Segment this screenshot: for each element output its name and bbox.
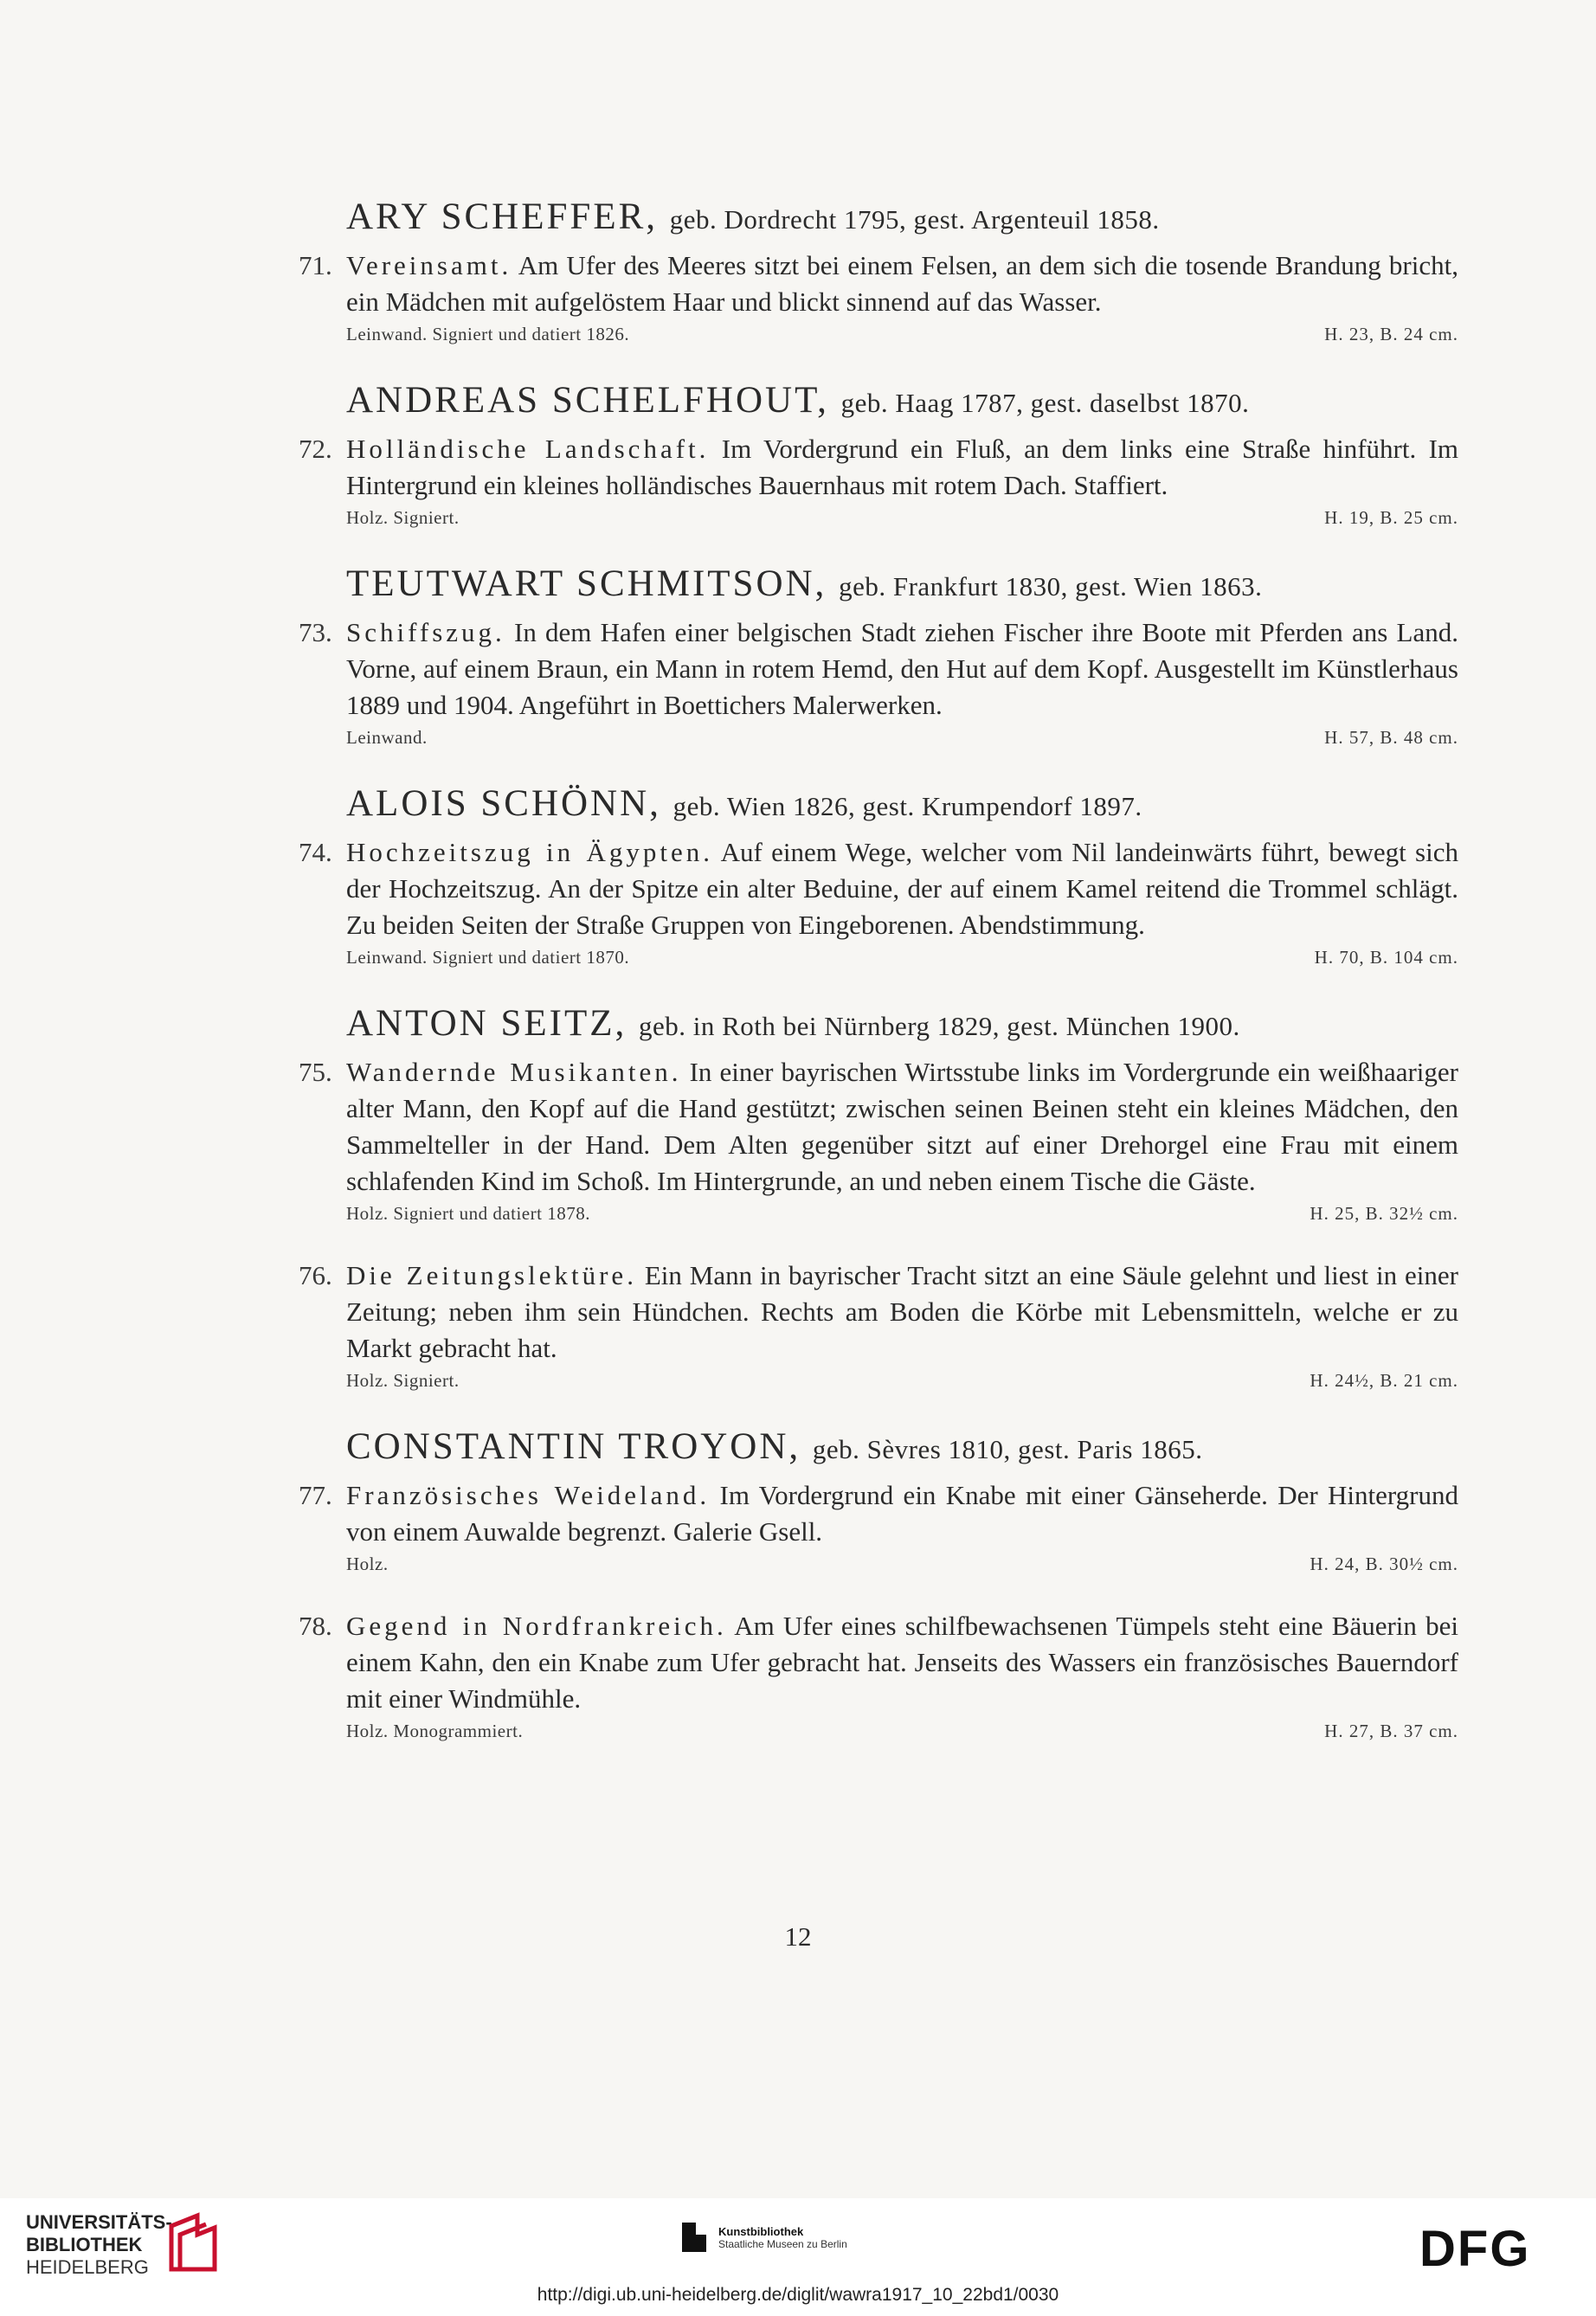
entry-body [346,248,1458,345]
entry-body [346,1054,1458,1225]
entry-body [346,834,1458,968]
kb-line-2: Staatliche Museen zu Berlin [718,2237,847,2250]
entry-body [346,614,1458,749]
artwork-description: Im Vordergrund ein Knabe mit einer Gänseherde. Der Hintergrund von einem Auwalde begrenzt. Galerie Gsell. [346,1480,1458,1547]
artist-heading [346,562,1458,609]
artist-heading [346,1001,1458,1049]
catalog-content [299,195,1458,1775]
artist-heading [346,782,1458,829]
artwork-dimensions: H. 27, B. 37 cm. [1324,1721,1458,1741]
artwork-dimensions: H. 24½, B. 21 cm. [1310,1370,1458,1391]
artwork-material: Holz. [346,1554,389,1574]
entry-number: 72. [299,434,332,464]
artist-life-dates: geb. Frankfurt 1830, gest. Wien 1863. [839,571,1263,602]
artwork-description: Ein Mann in bayrischer Tracht sitzt an eine Säule gelehnt und liest in einer Zeitung; neben ihm sein Hündchen. Rechts am Boden die Körbe mit Lebensmitteln, welche er zu Markt gebracht hat. [346,1260,1459,1363]
artwork-material: Leinwand. [346,727,428,748]
artwork-dimensions: H. 24, B. 30½ cm. [1310,1554,1458,1574]
artist-heading [346,195,1458,242]
catalog-entry [299,614,1458,749]
entry-description [346,1054,1458,1200]
artwork-description: Auf einem Wege, welcher vom Nil landeinwärts führt, bewegt sich der Hochzeitszug. An der Spitze ein alter Beduine, der auf einem Kamel reitend die Trommel schlägt. Zu beiden Seiten der Straße Gruppen von Eingeborenen. Abendstimmung. [346,837,1458,940]
artwork-title: Holländische Landschaft. [346,434,710,464]
artist-section [299,562,1458,749]
artwork-material: Holz. Signiert und datiert 1878. [346,1203,590,1224]
entry-meta [346,1554,1458,1575]
artwork-description: Am Ufer des Meeres sitzt bei einem Felsen, an dem sich die tosende Brandung bricht, ein Mädchen mit aufgelöstem Haar und blickt sinnend auf das Wasser. [346,250,1458,317]
ub-line-2: BIBLIOTHEK [26,2234,143,2255]
artist-name: TEUTWART SCHMITSON, [346,563,827,604]
entry-meta [346,507,1458,529]
artwork-material: Holz. Monogrammiert. [346,1721,524,1741]
entry-meta [346,727,1458,749]
artist-heading [346,1425,1458,1472]
entry-description [346,1258,1458,1367]
entry-meta [346,1721,1458,1742]
entry-number: 78. [299,1611,332,1641]
entry-meta [346,947,1458,968]
entry-number: 71. [299,250,332,280]
artist-heading [346,378,1458,426]
entry-number: 75. [299,1057,332,1087]
entry-body [346,431,1458,529]
artwork-material: Leinwand. Signiert und datiert 1826. [346,324,630,344]
artwork-description: In dem Hafen einer belgischen Stadt ziehen Fischer ihre Boote mit Pferden ans Land. Vorne, auf einem Braun, ein Mann in rotem Hemd, den Hut auf dem Kopf. Ausgestellt im Künstlerhaus 1889 und 1904. Angeführt in Boettichers Malerwerken. [346,617,1458,720]
entry-meta [346,1203,1458,1225]
ub-line-1: UNIVERSITÄTS- [26,2211,172,2233]
kunstbibliothek-icon [680,2221,708,2254]
entry-description [346,248,1458,320]
artwork-description: Im Vordergrund ein Fluß, an dem links eine Straße hinführt. Im Hintergrund ein kleines holländisches Bauernhaus mit rotem Dach. Staffiert. [346,434,1459,500]
entry-body [346,1608,1458,1742]
artwork-title: Gegend in Nordfrankreich. [346,1611,727,1641]
entry-description [346,431,1458,504]
artist-name: ARY SCHEFFER, [346,196,659,237]
artist-section [299,782,1458,968]
catalog-entry [299,1608,1458,1742]
artwork-title: Die Zeitungslektüre. [346,1260,637,1290]
catalog-entry [299,1258,1458,1392]
kunstbibliothek-logo[interactable] [680,2221,847,2254]
entry-description [346,834,1458,943]
artwork-dimensions: H. 23, B. 24 cm. [1324,324,1458,344]
entry-number: 77. [299,1480,332,1510]
artwork-title: Französisches Weideland. [346,1480,711,1510]
catalog-entry [299,431,1458,529]
artist-section [299,378,1458,529]
artwork-material: Leinwand. Signiert und datiert 1870. [346,947,630,968]
artwork-description: In einer bayrischen Wirtsstube links im Vordergrunde ein weißhaariger alter Mann, den Kopf auf die Hand gestützt; zwischen seinen Beinen steht ein kleines Mädchen, den Sammelteller in der Hand. Dem Alten gegenüber sitzt auf einer Drehorgel eine Frau mit einem schlafenden Kind im Schoß. Im Hintergrunde, an und neben einem Tische die Gäste. [346,1057,1459,1196]
entry-description [346,1477,1458,1550]
artwork-title: Schiffszug. [346,617,505,647]
catalog-entry [299,248,1458,345]
dfg-logo[interactable]: DFG [1419,2221,1531,2277]
entry-body [346,1258,1458,1392]
artist-name: ALOIS SCHÖNN, [346,783,661,824]
artwork-description: Am Ufer eines schilfbewachsenen Tümpels steht eine Bäuerin bei einem Kahn, den ein Knabe zum Ufer gebracht hat. Jenseits des Wassers ein französisches Bauerndorf mit einer Windmühle. [346,1611,1458,1714]
entry-description [346,1608,1458,1717]
university-library-logo-icon [163,2209,223,2278]
artist-name: ANDREAS SCHELFHOUT, [346,380,829,421]
catalog-entry [299,1054,1458,1225]
entry-meta [346,324,1458,345]
entry-number: 73. [299,617,332,647]
artwork-dimensions: H. 57, B. 48 cm. [1324,727,1458,748]
university-library-logo-text[interactable] [26,2211,172,2279]
artist-life-dates: geb. Haag 1787, gest. daselbst 1870. [840,388,1250,418]
catalog-entry [299,1477,1458,1575]
artwork-material: Holz. Signiert. [346,1370,460,1391]
artwork-dimensions: H. 25, B. 32½ cm. [1310,1203,1458,1224]
entry-body [346,1477,1458,1575]
artist-name: CONSTANTIN TROYON, [346,1426,801,1467]
source-url-link[interactable]: http://digi.ub.uni-heidelberg.de/diglit/wawra1917_10_22bd1/0030 [537,2285,1059,2305]
artist-life-dates: geb. Sèvres 1810, gest. Paris 1865. [812,1434,1203,1464]
artwork-title: Wandernde Musikanten. [346,1057,682,1087]
artwork-title: Hochzeitszug in Ägypten. [346,837,713,867]
artwork-title: Vereinsamt. [346,250,512,280]
entry-description [346,614,1458,724]
kb-line-1: Kunstbibliothek [718,2224,804,2238]
artwork-material: Holz. Signiert. [346,507,460,528]
artist-section [299,1425,1458,1742]
entry-number: 74. [299,837,332,867]
entry-number: 76. [299,1260,332,1290]
artwork-dimensions: H. 70, B. 104 cm. [1314,947,1458,968]
artwork-dimensions: H. 19, B. 25 cm. [1324,507,1458,528]
artist-section [299,1001,1458,1392]
page-number: 12 [784,1921,812,1952]
artist-life-dates: geb. Dordrecht 1795, gest. Argenteuil 1858. [669,204,1160,235]
catalog-entry [299,834,1458,968]
artist-life-dates: geb. Wien 1826, gest. Krumpendorf 1897. [673,791,1142,821]
artist-name: ANTON SEITZ, [346,1003,627,1044]
artist-section [299,195,1458,345]
entry-meta [346,1370,1458,1392]
artist-life-dates: geb. in Roth bei Nürnberg 1829, gest. München 1900. [638,1011,1240,1041]
ub-line-3: HEIDELBERG [26,2256,149,2278]
